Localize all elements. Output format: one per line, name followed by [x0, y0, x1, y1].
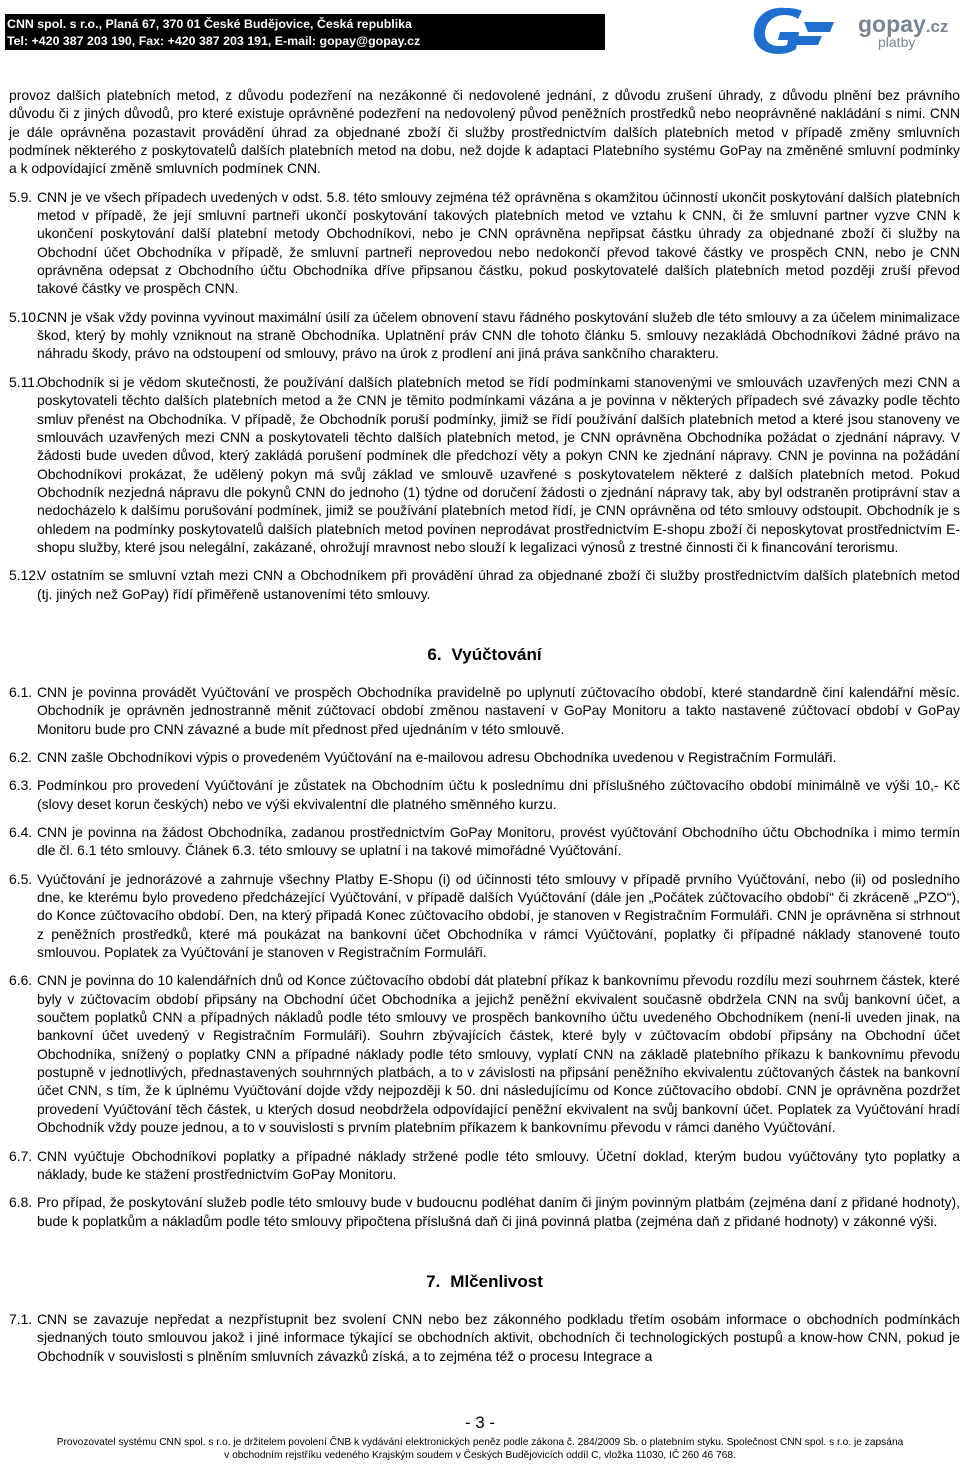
- clause-number: 6.6.: [9, 972, 33, 989]
- clause-number: 5.11.: [9, 373, 39, 390]
- clause-text: CNN je ve všech případech uvedených v odst. 5.8. této smlouvy zejména též oprávněna s okamžitou účinností ukončit poskytování dalších platebních metod v případě, že její smluvní partneři ukončí poskytování takových platebních metod ve vztahu k CNN, či že smluvní partner vyzve CNN k ukončení poskytování další platební metody Obchodníkovi, nebo je CNN oprávněna nepřipsat částku úhrady za objednané zboží či služby na Obchodní účet Obchodníka v případě, že smluvní partneři neprovedou nebo nedokončí převod takové částky ve prospěch CNN, nebo je CNN oprávněna odepsat z Obchodního účtu Obchodníka dříve připsanou částku, pokud poskytovatelé dalších platebních metod později zruší převod takové částky ve prospěch CNN.: [37, 188, 960, 297]
- clause-number: 6.5.: [9, 870, 33, 887]
- clause-text: CNN je povinna na žádost Obchodníka, zadanou prostřednictvím GoPay Monitoru, provést vyúčtování Obchodního účtu Obchodníka i mimo termín dle čl. 6.1 této smlouvy. Článek 6.3. této smlouvy se uplatní i na takové mimořádné Vyúčtování.: [37, 824, 960, 859]
- clause-5-10: [9, 308, 960, 363]
- clause-number: 5.12.: [9, 567, 40, 584]
- clause-number: 7.1.: [9, 1310, 33, 1327]
- page-header: [0, 0, 960, 62]
- document-body: [9, 86, 960, 1365]
- clause-number: 6.3.: [9, 777, 33, 794]
- clause-text: CNN se zavazuje nepředat a nezpřístupnit bez svolení CNN nebo bez zákonného podkladu třetím osobám informace o obchodních podmínkách sjednaných touto smlouvou jakož i jiné informace týkající se obchodních aktivit, obchodních či technologických postupů a know-how CNN, pokud je Obchodník v souvislosti s plněním smluvních závazků získá, a to zejména též o procesu Integrace a: [37, 1310, 960, 1364]
- page-number: - 3 -: [464, 1413, 496, 1432]
- clause-6-3: [9, 776, 960, 813]
- intro-paragraph: provoz dalších platebních metod, z důvodu podezření na nezákonné či nedovolené jednání, z důvodu zrušení úhrady, z důvodu plnění bez právního důvodu či z jiných důvodů, pro které existuje oprávněné podezření na nedovolený původ peněžních prostředků nebo neoprávněné nakládání s nimi. CNN je dále oprávněna pozastavit provádění úhrad za objednané zboží či služby prostřednictvím dalších platebních metod v případě změny smluvních podmínek některého z poskytovatelů dalších platebních metod na dobu, než dojde k adaptaci Platebního systému GoPay na změněné smluvní podmínky a k odpovídající změně smluvních podmínek CNN.: [9, 87, 960, 177]
- clause-text: Obchodník si je vědom skutečnosti, že používání dalších platebních metod se řídí podmínkami stanovenými ve smlouvách uzavřených mezi CNN a poskytovateli těchto dalších platebních metod a že CNN je těmito podmínkami vázána a je povinna v některých případech své závazky podle těchto smluv přenést na Obchodníka. V případě, že Obchodník poruší podmínky, jimiž se řídí používání dalších platebních metod a které jsou stanoveny ve smlouvách uzavřených mezi CNN a poskytovateli těchto dalších platebních metod, je CNN oprávněna Obchodníka požádat o zjednání nápravy. V žádosti bude uveden důvod, který zakládá porušení podmínek dle předchozí věty a pokyn CNN ke zjednání nápravy. CNN je povinna na požádání Obchodníkovi prokázat, že udělený pokyn má svůj základ ve smlouvě uzavřené s poskytovatelem některé z dalších platebních metod. Pokud Obchodník nezjedná nápravu dle pokynů CNN do jednoho (1) týdne od doručení žádosti o zjednání nápravy tak, aby byl odstraněn protiprávní stav a nedocházelo k dalšímu porušování podmínek, jimiž se používání platebních metod řídí, je CNN oprávněna od této smlouvy odstoupit. Obchodník je s ohledem na podmínky poskytovatelů dalších platebních metod povinen neprodávat prostřednictvím E-shopu zboží či neposkytovat prostřednictvím E-shopu služby, které jsou nelegální, zakázané, ohrožují mravnost nebo slouží k legalizaci výnosů z trestné činnosti či k financování terorismu.: [37, 373, 960, 555]
- clause-number: 6.7.: [9, 1147, 33, 1164]
- clause-text: CNN je však vždy povinna vyvinout maximální úsilí za účelem obnovení stavu řádného poskytování služeb dle této smlouvy a za účelem minimalizace škod, který by mohly vzniknout na straně Obchodníka. Uplatnění práv CNN dle tohoto článku 5. smlouvy nezakládá Obchodníkovi žádné právo na náhradu škody, právo na odstoupení od smlouvy, právo na úrok z prodlení ani jiná práva sankčního charakteru.: [37, 308, 960, 362]
- section-7-heading: [9, 1272, 960, 1292]
- clause-number: 5.9.: [9, 188, 33, 205]
- clause-6-6: [9, 971, 960, 1136]
- clause-6-4: [9, 823, 960, 860]
- footer-line-2: v obchodním rejstříku vedeného Krajským soudem v Českých Budějovicích oddíl C, vložka 11030, IČ 260 46 768.: [224, 1450, 736, 1461]
- clause-text: CNN je povinna do 10 kalendářních dnů od Konce zúčtovacího období dát platební příkaz k bankovnímu převodu rozdílu mezi souhrnem částek, které byly v zúčtovacím období připsány na Obchodní účet Obchodníka a jejichž peněžní ekvivalent současně obdržela CNN na svůj bankovní účet, a součtem poplatků CNN a případných nákladů podle této smlouvy ve prospěch bankovního účtu uvedeného Obchodníkem (není-li uveden jinak, na bankovní účet uvedený v Registračním Formuláři). Souhrn zbývajících částek, které byly v zúčtovacím období připsány na Obchodní účet Obchodníka, snížený o poplatky CNN a případné náklady podle této smlouvy, vyplatí CNN na základě platebního příkazu k bankovnímu převodu postupně v jednotlivých, přednastavených souhrnných platbách, a to v závislosti na připsání peněžního ekvivalentu zúčtovaných částek na bankovní účet CNN, s tím, že k úplnému Vyúčtování dojde vždy nejpozději k 50. dni následujícímu od Konce zúčtovacího období. CNN je oprávněna pozdržet provedení Vyúčtování těch částek, u kterých dosud neobdržela odpovídající peněžní ekvivalent na svůj bankovní účet. Poplatek za Vyúčtování hradí Obchodník vždy pouze jednou, a to v souvislosti s prvním platebním příkazem k bankovnímu převodu v rámci daného Vyúčtování.: [37, 972, 960, 1136]
- clause-text: CNN je povinna provádět Vyúčtování ve prospěch Obchodníka pravidelně po uplynutí zúčtovacího období, které standardně činí kalendářní měsíc. Obchodník je oprávněn jednostranně měnit zúčtovací období změnou nastavení v GoPay Monitoru a takto nastavené zúčtovací období v GoPay Monitoru bude pro CNN závazné a bude mít přednost před ujednáním v této smlouvě.: [37, 683, 960, 737]
- clause-5-11: [9, 373, 960, 556]
- clause-text: Vyúčtování je jednorázové a zahrnuje všechny Platby E-Shopu (i) od účinnosti této smlouvy v případě prvního Vyúčtování, nebo (ii) od posledního dne, ke kterému bylo provedeno předcházející Vyúčtování, v případě dalších Vyúčtování (dále jen „Počátek zúčtovacího období“ či zkráceně „PZO“), do Konce zúčtovacího období. Den, na který připadá Konec zúčtovacího období, je stanoven v Registračním Formuláři. CNN je oprávněna si strhnout z peněžních prostředků, které má poukázat na bankovní účet Obchodníka v rámci Vyúčtování, poplatky či případné náklady stanovené touto smlouvou. Poplatek za Vyúčtování je stanoven v Registračním Formuláři.: [37, 870, 960, 961]
- clause-number: 6.2.: [9, 748, 33, 765]
- gopay-logo-icon: [738, 2, 848, 60]
- clause-5-9: [9, 188, 960, 298]
- clause-text: V ostatním se smluvní vztah mezi CNN a Obchodníkem při provádění úhrad za objednané zboží či služby prostřednictvím dalších platebních metod (tj. jiných než GoPay) řídí přiměřeně ustanoveními této smlouvy.: [37, 567, 960, 602]
- section-title: Vyúčtování: [451, 644, 542, 664]
- section-title: Mlčenlivost: [450, 1271, 543, 1291]
- logo-wordmark: gopay: [858, 11, 926, 37]
- clause-6-1: [9, 683, 960, 738]
- clause-text: CNN vyúčtuje Obchodníkovi poplatky a případné náklady stržené podle této smlouvy. Účetní doklad, kterým budou vyúčtovány tyto poplatky a náklady, bude ke stažení prostřednictvím GoPay Monitoru.: [37, 1147, 960, 1182]
- clause-6-5: [9, 870, 960, 962]
- clause-text: Pro případ, že poskytování služeb podle této smlouvy bude v budoucnu podléhat daním či jiným povinným platbám (zejména daní z přidané hodnoty), bude k poplatkům a nákladům podle této smlouvy připočtena příslušná daň či jiná povinná platba (zejména daň z přidané hodnoty) v zákonné výši.: [37, 1194, 960, 1229]
- section-number: 7.: [426, 1271, 441, 1291]
- clause-number: 6.4.: [9, 824, 33, 840]
- clause-text: Podmínkou pro provedení Vyúčtování je zůstatek na Obchodním účtu k poslednímu dni příslušného zúčtovacího období minimálně ve výši 10,- Kč (slovy deset korun českých) nebo ve výši ekvivalentní dle platného směnného kurzu.: [37, 777, 960, 812]
- page-footer: [0, 1436, 960, 1462]
- clause-number: 6.1.: [9, 683, 33, 700]
- logo-tld: .cz: [925, 17, 949, 36]
- clause-number: 6.8.: [9, 1194, 33, 1211]
- clause-number: 5.10.: [9, 308, 40, 325]
- clause-text: CNN zašle Obchodníkovi výpis o provedeném Vyúčtování na e-mailovou adresu Obchodníka uvedenou v Registračním Formuláři.: [37, 748, 837, 765]
- company-contacts: Tel: +420 387 203 190, Fax: +420 387 203 191, E-mail: gopay@gopay.cz: [7, 34, 421, 48]
- gopay-logo: [738, 2, 960, 62]
- clause-6-2: [9, 748, 960, 766]
- company-contact-block: [5, 14, 605, 50]
- section-number: 6.: [427, 644, 442, 664]
- logo-subtitle: platby: [878, 34, 916, 50]
- clause-5-12: [9, 566, 960, 603]
- footer-line-1: Provozovatel systému CNN spol. s r.o. je držitelem povolení ČNB k vydávání elektronických peněz podle zákona č. 284/2009 Sb. o platebním styku. Společnost CNN spol. s r.o. je zapsána: [56, 1437, 904, 1448]
- section-6-heading: [9, 645, 960, 665]
- company-address: CNN spol. s r.o., Planá 67, 370 01 České Budějovice, Česká republika: [7, 17, 412, 31]
- clause-6-7: [9, 1147, 960, 1184]
- clause-7-1: [9, 1310, 960, 1365]
- clause-6-8: [9, 1193, 960, 1230]
